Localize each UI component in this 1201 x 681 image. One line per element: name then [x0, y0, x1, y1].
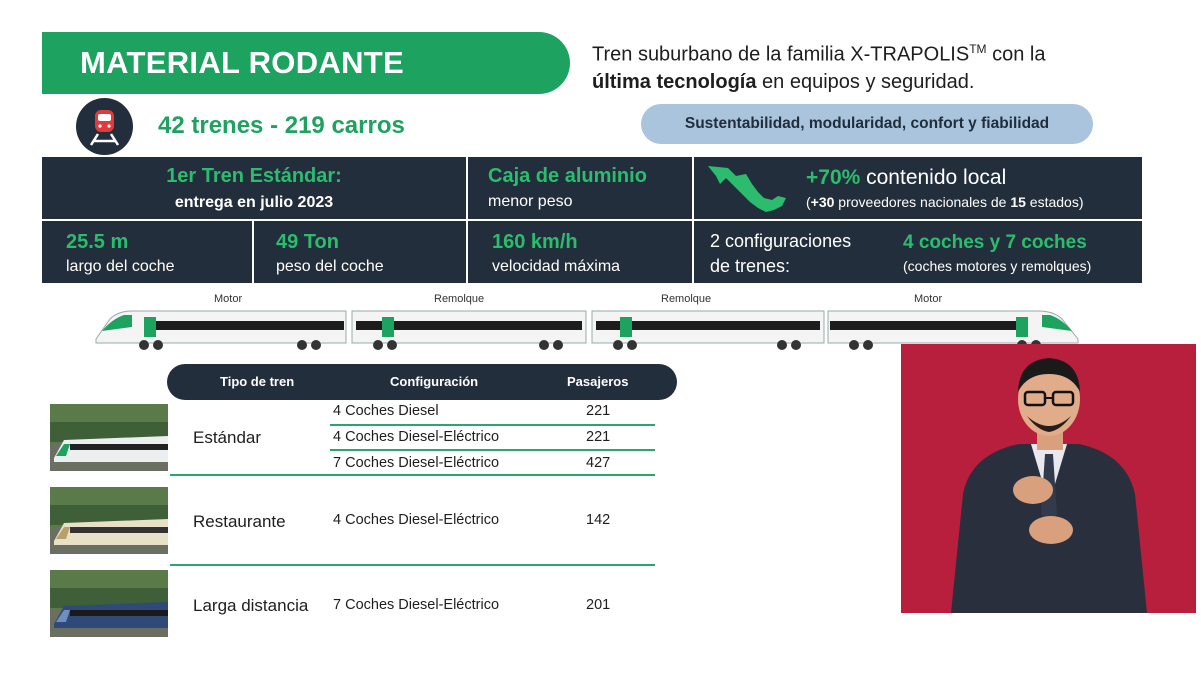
type-restaurant: Restaurante — [193, 512, 286, 531]
speed-label: velocidad máxima — [492, 258, 621, 275]
aluminum-cell — [468, 157, 692, 219]
type-long-distance: Larga distancia — [193, 596, 309, 615]
length-label: largo del coche — [66, 258, 175, 275]
standard-train-cell — [42, 157, 466, 219]
subtitle-line2: en equipos y seguridad. — [756, 70, 975, 93]
config-note: (coches motores y remolques) — [903, 258, 1092, 274]
configuration-cell — [694, 221, 1142, 283]
trademark: TM — [969, 42, 987, 56]
train-photo-restaurant — [50, 487, 168, 554]
pax-standard-3: 427 — [586, 455, 611, 471]
mexico-map-icon — [706, 162, 791, 217]
car-label-3: Remolque — [661, 293, 712, 305]
config-line1: 2 configuraciones — [710, 231, 852, 251]
local-content-cell — [694, 157, 1142, 219]
type-standard: Estándar — [193, 428, 262, 447]
header-configuration: Configuración — [390, 374, 479, 389]
specs-divider-v1 — [466, 157, 468, 283]
group-rule — [170, 474, 655, 476]
aluminum-title: Caja de aluminio — [488, 165, 647, 187]
header-passengers: Pasajeros — [567, 374, 629, 389]
train-icon — [76, 98, 133, 155]
table-header — [167, 364, 677, 400]
config-standard-2: 4 Coches Diesel-Eléctrico — [333, 429, 500, 445]
specs-divider-v3 — [252, 219, 254, 283]
subtitle-bold: última tecnología — [592, 70, 757, 93]
suppliers-line — [806, 194, 1084, 210]
local-percent: +70% — [806, 166, 861, 189]
suppliers-end: estados) — [1025, 194, 1084, 210]
pax-standard-2: 221 — [586, 429, 611, 445]
length-cell — [42, 221, 252, 283]
config-restaurant-1: 4 Coches Diesel-Eléctrico — [333, 512, 500, 528]
fleet-count: 42 trenes - 219 carros — [158, 112, 405, 139]
suppliers-text: proveedores nacionales de — [834, 194, 1011, 210]
specs-divider-h — [42, 219, 1142, 221]
title-banner — [42, 32, 570, 94]
suppliers-count: +30 — [810, 194, 835, 210]
pax-restaurant-1: 142 — [586, 512, 611, 528]
local-label: contenido local — [860, 166, 1007, 189]
standard-title: 1er Tren Estándar: — [166, 165, 342, 187]
values-pill: Sustentabilidad, modularidad, confort y fiabilidad — [641, 104, 1093, 144]
standard-sub: entrega en julio 2023 — [174, 194, 334, 211]
config-long-distance-1: 7 Coches Diesel-Eléctrico — [333, 597, 500, 613]
length-value: 25.5 m — [66, 231, 129, 253]
specs-divider-v2 — [692, 157, 694, 283]
car-label-1: Motor — [214, 293, 243, 305]
train-car-motor-1 — [96, 311, 346, 350]
config-line2: de trenes: — [710, 256, 791, 276]
interpreter-figure — [901, 344, 1196, 613]
train-photo-long-distance — [50, 570, 168, 637]
train-car-trailer-2 — [592, 311, 824, 350]
pax-standard-1: 221 — [586, 403, 611, 419]
interpreter-video — [901, 344, 1196, 613]
speed-cell — [468, 221, 692, 283]
car-label-4: Motor — [914, 293, 943, 305]
subtitle-line1-end: con la — [986, 43, 1046, 66]
states-count: 15 — [1010, 194, 1026, 210]
config-standard-1: 4 Coches Diesel — [333, 403, 439, 419]
suppliers-open: ( — [806, 194, 811, 210]
subtitle — [592, 36, 1152, 96]
train-car-trailer-1 — [352, 311, 586, 350]
pax-long-distance-1: 201 — [586, 597, 611, 613]
weight-value: 49 Ton — [276, 231, 339, 253]
local-content-line — [806, 166, 1006, 190]
weight-cell — [254, 221, 466, 283]
subtitle-line1: Tren suburbano de la familia X-TRAPOLIS — [592, 43, 970, 66]
row-rule — [330, 424, 655, 426]
train-photo-standard — [50, 404, 168, 471]
aluminum-sub: menor peso — [488, 193, 573, 210]
group-rule — [170, 564, 655, 566]
weight-label: peso del coche — [276, 258, 384, 275]
page-title: MATERIAL RODANTE — [80, 45, 404, 80]
config-standard-3: 7 Coches Diesel-Eléctrico — [333, 455, 500, 471]
car-label-2: Remolque — [434, 293, 485, 305]
header-train-type: Tipo de tren — [220, 374, 295, 389]
specs-panel — [42, 157, 1142, 283]
config-value: 4 coches y 7 coches — [903, 232, 1087, 253]
speed-value: 160 km/h — [492, 231, 578, 253]
row-rule — [330, 449, 655, 451]
